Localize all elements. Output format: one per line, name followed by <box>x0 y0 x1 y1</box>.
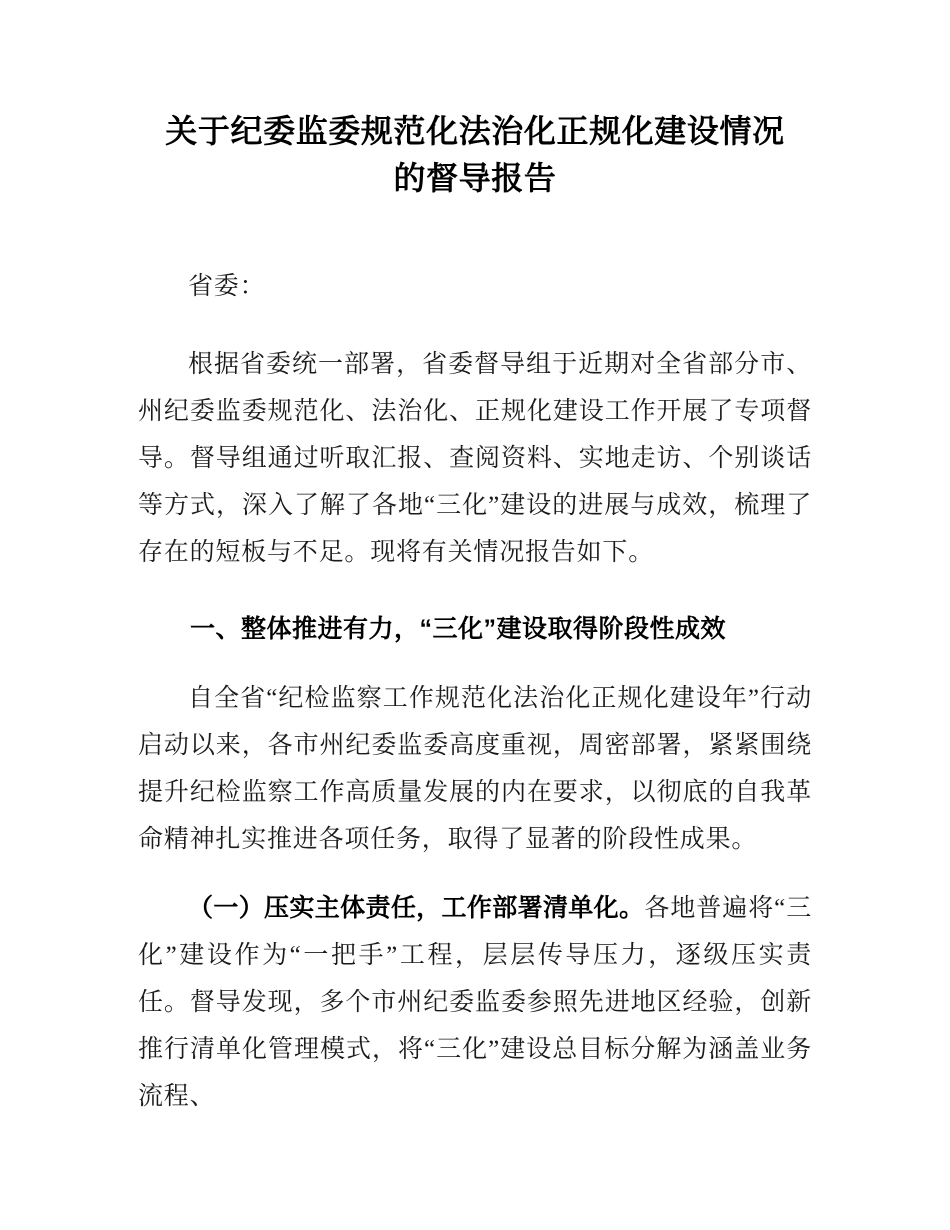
page-title <box>138 0 812 202</box>
document-content-column <box>138 0 812 1120</box>
subsection-one-body-text: 各地普遍将“三化”建设作为“一把手”工程，层层传导压力，逐级压实责任。督导发现，多个市州纪委监委参照先进地区经验，创新推行清单化管理模式，将“三化”建设总目标分解为涵盖业务流程、 <box>138 895 812 1110</box>
page-title-line-2: 的督导报告 <box>393 160 557 196</box>
section-heading-one: 一、整体推进有力，“三化”建设取得阶段性成效 <box>190 615 727 643</box>
subsection-one-lead-label: （一）压实主体责任，工作部署清单化。 <box>188 894 645 922</box>
paragraph-intro: 根据省委统一部署，省委督导组于近期对全省部分市、州纪委监委规范化、法治化、正规化建设工作开展了专项督导。督导组通过听取汇报、查阅资料、实地走访、个别谈话等方式，深入了解了各地“三化”建设的进展与成效，梳理了存在的短板与不足。现将有关情况报告如下。 <box>138 351 812 566</box>
paragraph-section-one-body: 自全省“纪检监察工作规范化法治化正规化建设年”行动启动以来，各市州纪委监委高度重视，周密部署，紧紧围绕提升纪检监察工作高质量发展的内在要求，以彻底的自我革命精神扎实推进各项任务，取得了显著的阶段性成果。 <box>138 685 812 853</box>
page-title-line-1: 关于纪委监委规范化法治化正规化建设情况 <box>165 113 785 149</box>
salutation: 省委： <box>188 273 266 300</box>
paragraph-subsection-one <box>138 863 812 1120</box>
